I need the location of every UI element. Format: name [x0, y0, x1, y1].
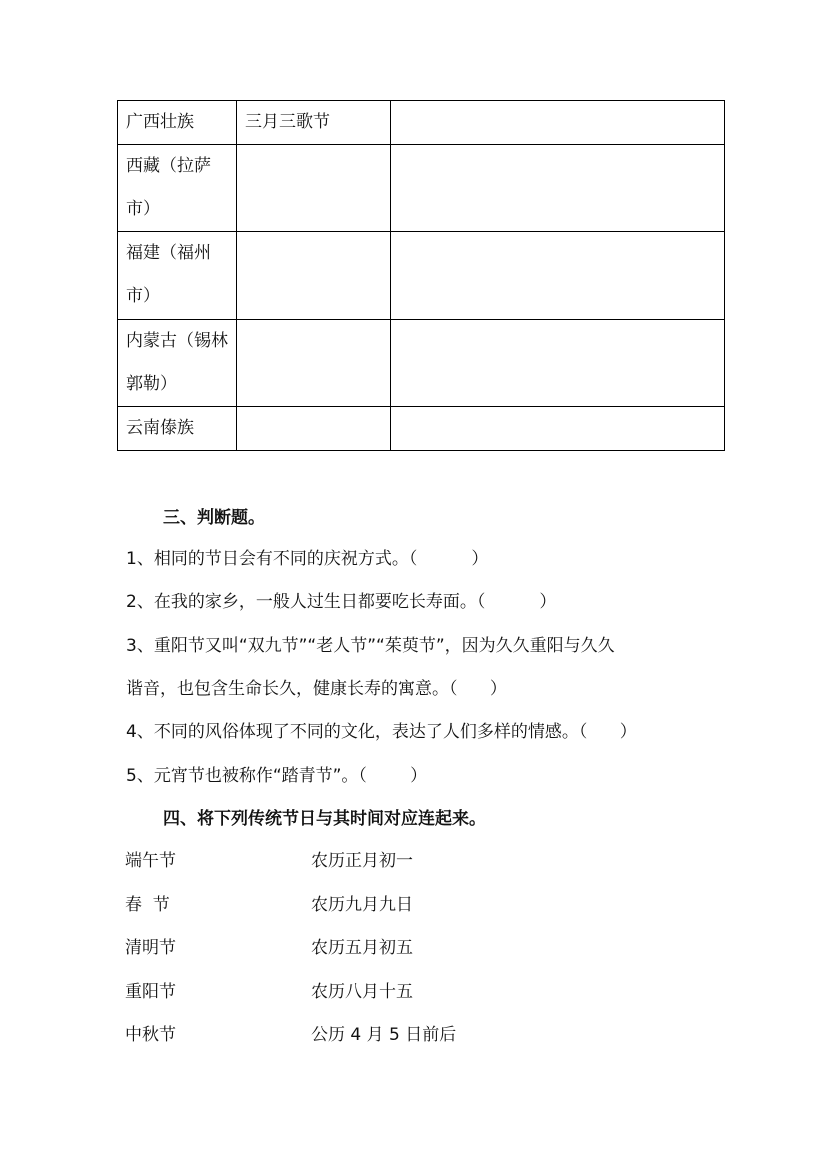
festival-cell[interactable]: [237, 145, 391, 232]
table-row: [118, 232, 725, 320]
region-text: 广西壮族: [126, 112, 194, 132]
festival-text: 三月三歌节: [245, 112, 330, 132]
date-item[interactable]: 农历正月初一: [311, 851, 413, 871]
custom-cell[interactable]: [391, 232, 725, 320]
date-item[interactable]: 农历八月十五: [311, 982, 413, 1002]
festival-cell[interactable]: [237, 407, 391, 451]
festival-cell[interactable]: [237, 320, 391, 407]
region-cell: [118, 320, 237, 407]
festival-item[interactable]: 清明节: [125, 938, 176, 958]
date-item[interactable]: 农历九月九日: [311, 895, 413, 915]
festival-item[interactable]: 重阳节: [125, 982, 176, 1002]
custom-cell[interactable]: [391, 145, 725, 232]
region-cell: [118, 101, 237, 145]
region-cell: [118, 232, 237, 320]
region-text: 西藏（拉萨市）: [126, 156, 211, 219]
festival-item[interactable]: 春 节: [125, 895, 170, 915]
custom-cell[interactable]: [391, 101, 725, 145]
custom-cell[interactable]: [391, 407, 725, 451]
festival-item[interactable]: 端午节: [125, 851, 176, 871]
section3-heading: 三、判断题。: [163, 508, 265, 528]
date-item[interactable]: 农历五月初五: [311, 938, 413, 958]
region-cell: [118, 145, 237, 232]
festival-cell[interactable]: [237, 232, 391, 320]
date-item[interactable]: 公历 4 月 5 日前后: [311, 1025, 457, 1045]
festival-item[interactable]: 中秋节: [125, 1025, 176, 1045]
question-3: 3、重阳节又叫“双九节”“老人节”“茱萸节”，因为久久重阳与久久: [126, 636, 615, 656]
question-5[interactable]: 5、元宵节也被称作“踏青节”。（ ）: [126, 766, 428, 786]
table-row: [118, 101, 725, 145]
custom-cell[interactable]: [391, 320, 725, 407]
region-cell: [118, 407, 237, 451]
region-text: 云南傣族: [126, 418, 194, 438]
question-3-cont[interactable]: 谐音，也包含生命长久，健康长寿的寓意。（ ）: [126, 679, 507, 699]
question-2[interactable]: 2、在我的家乡，一般人过生日都要吃长寿面。（ ）: [126, 592, 557, 612]
section4-heading: 四、将下列传统节日与其时间对应连起来。: [163, 809, 486, 829]
region-text: 福建（福州市）: [126, 243, 211, 306]
table-row: [118, 145, 725, 232]
festival-cell[interactable]: [237, 101, 391, 145]
festival-table: [117, 100, 725, 451]
table-row: [118, 320, 725, 407]
question-4[interactable]: 4、不同的风俗体现了不同的文化，表达了人们多样的情感。（ ）: [126, 722, 637, 742]
table-row: [118, 407, 725, 451]
region-text: 内蒙古（锡林郭勒）: [126, 331, 228, 394]
question-1[interactable]: 1、相同的节日会有不同的庆祝方式。（ ）: [126, 549, 489, 569]
